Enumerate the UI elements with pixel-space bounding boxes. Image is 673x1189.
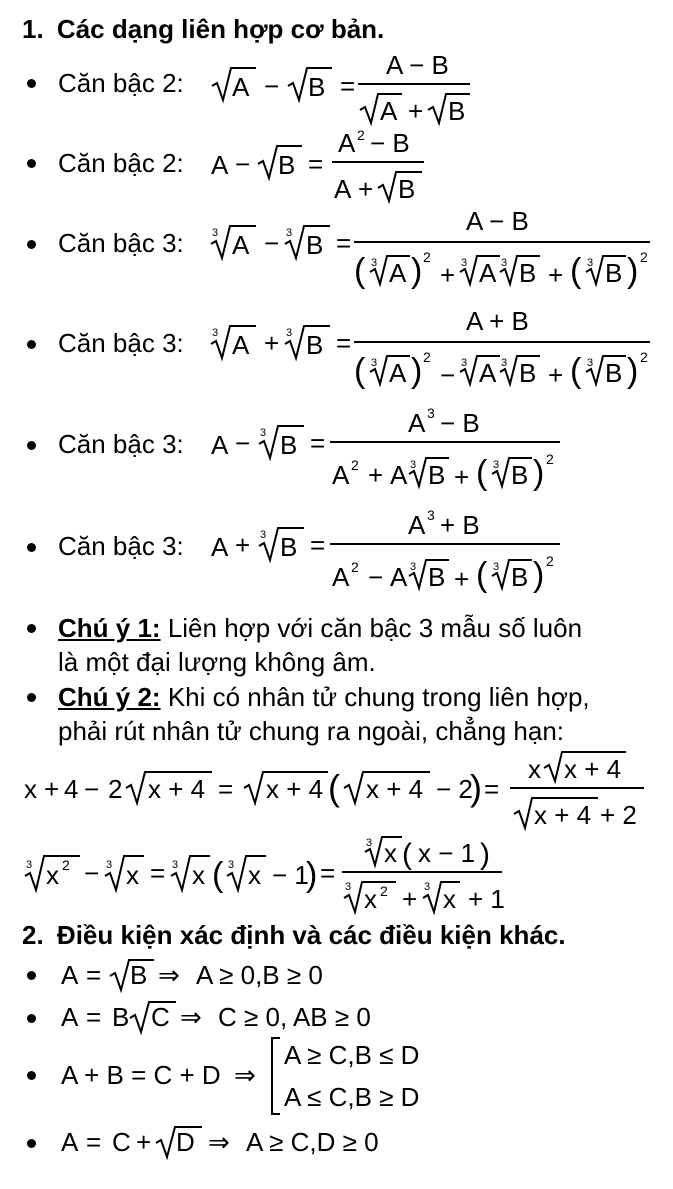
svg-text:+ B: + B — [440, 510, 480, 540]
svg-text:2: 2 — [62, 857, 70, 873]
bullet-icon — [27, 1014, 36, 1023]
svg-text:A: A — [389, 358, 407, 388]
svg-text:3: 3 — [424, 881, 431, 893]
svg-text:=: = — [336, 228, 352, 258]
svg-text:B: B — [306, 230, 324, 260]
svg-text:2: 2 — [351, 457, 359, 473]
svg-text:A: A — [408, 408, 426, 438]
svg-text:3: 3 — [427, 405, 435, 421]
svg-text:3: 3 — [587, 357, 594, 369]
condition-1-formula — [58, 952, 378, 998]
svg-text:− 2: − 2 — [436, 774, 473, 804]
svg-text:+: + — [44, 774, 60, 804]
svg-text:3: 3 — [260, 427, 267, 439]
svg-text:x + 4: x + 4 — [266, 774, 324, 804]
svg-text:−: − — [84, 774, 100, 804]
svg-text:3: 3 — [587, 257, 594, 269]
svg-text:+: + — [368, 460, 384, 490]
svg-text:2: 2 — [423, 349, 431, 365]
svg-text:3: 3 — [410, 459, 417, 471]
svg-text:− B: − B — [440, 408, 480, 438]
svg-text:=: = — [308, 149, 324, 179]
svg-text:⇒: ⇒ — [208, 1127, 230, 1157]
svg-text:A ≥ C,B ≤ D: A ≥ C,B ≤ D — [284, 1040, 420, 1070]
svg-text:D: D — [176, 1127, 195, 1157]
note-2 — [58, 680, 590, 748]
svg-text:B: B — [428, 460, 446, 490]
svg-text:A: A — [334, 174, 352, 204]
svg-text:A + B = C + D: A + B = C + D — [61, 1060, 221, 1090]
svg-text:A: A — [211, 532, 229, 562]
svg-text:(: ( — [212, 856, 224, 894]
svg-text:C: C — [151, 1002, 170, 1032]
svg-text:=: = — [150, 858, 166, 888]
formula-item-2 — [208, 128, 438, 206]
svg-text:A: A — [408, 510, 426, 540]
bullet-icon — [27, 543, 36, 552]
svg-text:3: 3 — [286, 227, 293, 239]
svg-text:A: A — [61, 1127, 79, 1157]
note-1-line-1: Liên hợp với căn bậc 3 mẫu số luôn — [167, 613, 583, 643]
svg-text:): ) — [627, 352, 639, 390]
svg-text:=: = — [310, 530, 326, 560]
svg-text:x: x — [46, 860, 59, 890]
svg-text:A: A — [338, 128, 356, 158]
example-2-formula — [22, 832, 522, 916]
svg-text:x: x — [126, 860, 139, 890]
svg-text:3: 3 — [410, 561, 417, 573]
svg-text:+ 1: + 1 — [468, 884, 505, 914]
svg-text:A: A — [332, 460, 350, 490]
note-2-line-2: phải rút nhân tử chung ra ngoài, chẳng hạn: — [58, 716, 564, 746]
note-2-title: Chú ý 2: — [58, 682, 161, 712]
svg-text:+: + — [454, 564, 470, 594]
svg-text:A ≤ C,B ≥ D: A ≤ C,B ≥ D — [284, 1082, 420, 1112]
svg-text:+ 2: + 2 — [600, 800, 637, 830]
svg-text:): ) — [533, 556, 545, 594]
svg-text:B: B — [605, 358, 623, 388]
svg-text:3: 3 — [461, 257, 468, 269]
svg-text:A: A — [232, 230, 250, 260]
bullet-icon — [27, 971, 36, 980]
svg-text:A: A — [61, 1002, 79, 1032]
svg-text:A: A — [232, 72, 250, 102]
condition-3-formula — [58, 1034, 458, 1118]
item-6-label: Căn bậc 3: — [58, 531, 184, 561]
svg-text:): ) — [411, 352, 423, 390]
svg-text:3: 3 — [106, 859, 113, 871]
svg-text:x − 1: x − 1 — [418, 838, 476, 868]
svg-text:B: B — [428, 562, 446, 592]
svg-text:B: B — [511, 562, 529, 592]
svg-text:C: C — [112, 1127, 131, 1157]
svg-text:B: B — [280, 532, 298, 562]
condition-4-formula — [58, 1119, 418, 1165]
svg-text:A: A — [232, 330, 250, 360]
svg-text:3: 3 — [493, 561, 500, 573]
svg-text:x: x — [192, 860, 205, 890]
svg-text:3: 3 — [228, 859, 235, 871]
svg-text:−: − — [368, 562, 384, 592]
svg-text:x + 4: x + 4 — [366, 774, 424, 804]
svg-text:A: A — [211, 150, 229, 180]
svg-text:C ≥ 0, AB ≥ 0: C ≥ 0, AB ≥ 0 — [218, 1002, 371, 1032]
svg-text:3: 3 — [366, 837, 373, 849]
svg-text:=: = — [86, 1002, 102, 1032]
svg-text:−: − — [440, 360, 456, 390]
svg-text:=: = — [340, 71, 356, 101]
formula-item-4 — [208, 304, 658, 396]
example-1-formula — [22, 748, 652, 836]
svg-text:B: B — [519, 358, 537, 388]
svg-text:3: 3 — [345, 881, 352, 893]
svg-text:⇒: ⇒ — [234, 1060, 256, 1090]
svg-text:=: = — [484, 774, 500, 804]
svg-text:A: A — [390, 562, 408, 592]
svg-text:=: = — [310, 428, 326, 458]
svg-text:x: x — [384, 838, 397, 868]
svg-text:3: 3 — [212, 227, 219, 239]
svg-text:B: B — [398, 174, 416, 204]
svg-text:A + B: A + B — [466, 306, 529, 336]
formula-item-1 — [208, 50, 478, 126]
svg-text:): ) — [306, 856, 318, 894]
svg-text:A: A — [479, 258, 497, 288]
svg-text:A: A — [380, 96, 398, 126]
svg-text:3: 3 — [286, 327, 293, 339]
svg-text:2: 2 — [357, 127, 365, 143]
svg-text:3: 3 — [501, 357, 508, 369]
svg-text:x + 4: x + 4 — [534, 800, 592, 830]
svg-text:x: x — [24, 774, 37, 804]
svg-text:2: 2 — [380, 883, 388, 899]
svg-text:B: B — [511, 460, 529, 490]
svg-text:=: = — [336, 328, 352, 358]
svg-text:x: x — [528, 754, 541, 784]
svg-text:+: + — [454, 462, 470, 492]
svg-text:−: − — [264, 71, 280, 101]
section-2-heading — [22, 920, 566, 951]
svg-text:3: 3 — [260, 529, 267, 541]
svg-text:x + 4: x + 4 — [148, 774, 206, 804]
bullet-icon — [27, 79, 36, 88]
svg-text:− B: − B — [370, 128, 410, 158]
svg-text:): ) — [470, 767, 482, 808]
svg-text:): ) — [627, 252, 639, 290]
svg-text:3: 3 — [371, 257, 378, 269]
svg-text:x + 4: x + 4 — [564, 754, 622, 784]
svg-text:A ≥ C,D ≥ 0: A ≥ C,D ≥ 0 — [246, 1127, 379, 1157]
svg-text:+: + — [440, 260, 456, 290]
svg-text:⇒: ⇒ — [158, 960, 180, 990]
svg-text:B: B — [278, 150, 296, 180]
section-1-number: 1. — [22, 14, 44, 44]
item-2-label: Căn bậc 2: — [58, 148, 184, 178]
svg-text:): ) — [533, 454, 545, 492]
svg-text:+: + — [408, 96, 424, 126]
svg-text:(: ( — [476, 454, 488, 492]
svg-text:A: A — [61, 960, 79, 990]
svg-text:B: B — [605, 258, 623, 288]
item-5-label: Căn bậc 3: — [58, 429, 184, 459]
svg-text:3: 3 — [427, 507, 435, 523]
svg-text:2: 2 — [108, 774, 123, 804]
svg-text:3: 3 — [501, 257, 508, 269]
svg-text:+: + — [136, 1127, 152, 1157]
svg-text:B: B — [519, 258, 537, 288]
item-4-label: Căn bậc 3: — [58, 328, 184, 358]
svg-text:(: ( — [354, 252, 366, 290]
svg-text:−: − — [235, 428, 251, 458]
svg-text:3: 3 — [172, 859, 179, 871]
svg-text:): ) — [480, 838, 490, 871]
svg-text:B: B — [308, 72, 326, 102]
svg-text:(: ( — [570, 352, 582, 390]
svg-text:B: B — [306, 330, 324, 360]
svg-text:+: + — [548, 260, 564, 290]
svg-text:3: 3 — [26, 859, 33, 871]
bullet-icon — [27, 1071, 36, 1080]
svg-text:−: − — [84, 858, 100, 888]
svg-text:=: = — [86, 1127, 102, 1157]
formula-item-3 — [208, 204, 658, 296]
svg-text:=: = — [218, 774, 234, 804]
bullet-icon — [27, 1139, 36, 1148]
svg-text:− 1: − 1 — [272, 860, 309, 890]
svg-text:B: B — [112, 1002, 130, 1032]
note-1-title: Chú ý 1: — [58, 613, 161, 643]
svg-text:A − B: A − B — [386, 50, 449, 80]
svg-text:B: B — [448, 96, 466, 126]
item-3-label: Căn bậc 3: — [58, 228, 184, 258]
svg-text:+: + — [264, 328, 280, 358]
svg-text:3: 3 — [371, 357, 378, 369]
formula-item-6 — [208, 506, 568, 602]
svg-text:(: ( — [570, 252, 582, 290]
svg-text:A: A — [332, 562, 350, 592]
item-1-label: Căn bậc 2: — [58, 68, 184, 98]
svg-text:+: + — [358, 174, 374, 204]
svg-text:2: 2 — [546, 553, 554, 569]
svg-text:(: ( — [328, 767, 340, 808]
bullet-icon — [27, 624, 36, 633]
svg-text:2: 2 — [423, 249, 431, 265]
svg-text:B: B — [280, 430, 298, 460]
section-1-title: Các dạng liên hợp cơ bản. — [56, 14, 385, 44]
svg-text:A: A — [479, 358, 497, 388]
bullet-icon — [27, 340, 36, 349]
svg-text:x: x — [364, 884, 377, 914]
svg-text:3: 3 — [493, 459, 500, 471]
svg-text:A: A — [390, 460, 408, 490]
svg-text:−: − — [264, 228, 280, 258]
svg-text:A: A — [389, 258, 407, 288]
svg-text:2: 2 — [640, 349, 648, 365]
section-2-number: 2. — [22, 920, 44, 950]
bullet-icon — [27, 441, 36, 450]
section-1-heading — [22, 14, 384, 45]
svg-text:(: ( — [402, 838, 412, 871]
note-1 — [58, 611, 582, 679]
bullet-icon — [27, 159, 36, 168]
svg-text:+: + — [548, 360, 564, 390]
svg-text:2: 2 — [351, 559, 359, 575]
svg-text:(: ( — [354, 352, 366, 390]
formula-item-5 — [208, 404, 568, 500]
svg-text:A − B: A − B — [466, 206, 529, 236]
svg-text:=: = — [320, 858, 336, 888]
svg-text:3: 3 — [461, 357, 468, 369]
svg-text:−: − — [235, 149, 251, 179]
svg-text:A: A — [211, 430, 229, 460]
svg-text:3: 3 — [212, 327, 219, 339]
svg-text:2: 2 — [546, 451, 554, 467]
svg-text:A ≥ 0,B ≥ 0: A ≥ 0,B ≥ 0 — [196, 960, 323, 990]
note-1-line-2: là một đại lượng không âm. — [58, 647, 376, 677]
svg-text:4: 4 — [64, 774, 79, 804]
svg-text:(: ( — [476, 556, 488, 594]
svg-text:): ) — [411, 252, 423, 290]
svg-text:x: x — [248, 860, 261, 890]
bullet-icon — [27, 693, 36, 702]
svg-text:=: = — [86, 960, 102, 990]
bullet-icon — [27, 240, 36, 249]
svg-text:B: B — [130, 960, 148, 990]
svg-text:x: x — [443, 884, 456, 914]
section-2-title: Điều kiện xác định và các điều kiện khác. — [56, 920, 566, 950]
svg-text:⇒: ⇒ — [180, 1002, 202, 1032]
note-2-line-1: Khi có nhân tử chung trong liên hợp, — [167, 682, 590, 712]
svg-text:2: 2 — [640, 249, 648, 265]
svg-text:+: + — [402, 884, 418, 914]
svg-text:+: + — [235, 530, 251, 560]
